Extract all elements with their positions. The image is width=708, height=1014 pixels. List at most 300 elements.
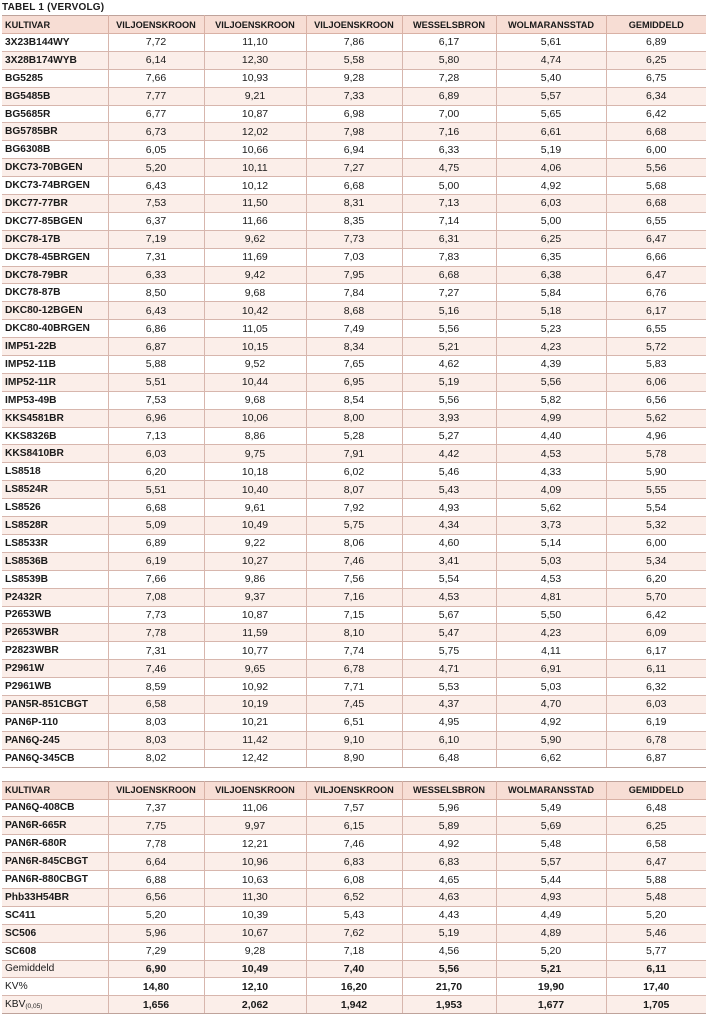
value-cell: 6,37 [108, 212, 204, 230]
value-cell: 5,80 [402, 51, 496, 69]
value-cell: 4,92 [402, 835, 496, 853]
table-row [2, 534, 706, 552]
value-cell: 5,14 [496, 534, 606, 552]
value-cell: 5,48 [606, 888, 706, 906]
table-row [2, 888, 706, 906]
value-cell: 7,27 [306, 159, 402, 177]
value-cell: 5,61 [496, 34, 606, 52]
value-cell: 5,47 [402, 624, 496, 642]
table-row [2, 942, 706, 960]
value-cell: 10,44 [204, 373, 306, 391]
cultivar-cell: DKC80-40BRGEN [2, 320, 108, 338]
column-header: WESSELSBRON [402, 16, 496, 34]
value-cell: 4,92 [496, 177, 606, 195]
column-header: VILJOENSKROON [108, 16, 204, 34]
value-cell: 8,03 [108, 731, 204, 749]
value-cell: 6,09 [606, 624, 706, 642]
value-cell: 6,58 [108, 695, 204, 713]
value-cell: 6,10 [402, 731, 496, 749]
value-cell: 5,27 [402, 427, 496, 445]
value-cell: 6,87 [108, 338, 204, 356]
value-cell: 10,63 [204, 871, 306, 889]
value-cell: 7,92 [306, 499, 402, 517]
value-cell: 5,00 [402, 177, 496, 195]
value-cell: 6,52 [306, 888, 402, 906]
value-cell: 7,29 [108, 942, 204, 960]
table-row [2, 284, 706, 302]
value-cell: 10,67 [204, 924, 306, 942]
value-cell: 4,33 [496, 463, 606, 481]
value-cell: 7,71 [306, 678, 402, 696]
value-cell: 1,953 [402, 996, 496, 1014]
table-row [2, 105, 706, 123]
value-cell: 6,56 [606, 391, 706, 409]
table-row [2, 373, 706, 391]
value-cell: 6,91 [496, 660, 606, 678]
value-cell: 9,42 [204, 266, 306, 284]
value-cell: 6,89 [606, 34, 706, 52]
value-cell: 12,10 [204, 978, 306, 996]
column-header: GEMIDDELD [606, 16, 706, 34]
value-cell: 5,54 [402, 570, 496, 588]
value-cell: 5,51 [108, 373, 204, 391]
value-cell: 6,42 [606, 105, 706, 123]
value-cell: 4,37 [402, 695, 496, 713]
value-cell: 19,90 [496, 978, 606, 996]
cultivar-cell: LS8533R [2, 534, 108, 552]
value-cell: 6,02 [306, 463, 402, 481]
value-cell: 5,44 [496, 871, 606, 889]
table-row [2, 906, 706, 924]
value-cell: 5,70 [606, 588, 706, 606]
column-header: WOLMARANSSTAD [496, 781, 606, 799]
value-cell: 6,77 [108, 105, 204, 123]
table-row [2, 499, 706, 517]
table-row [2, 409, 706, 427]
summary-label-cell: KV% [2, 978, 108, 996]
value-cell: 6,25 [606, 51, 706, 69]
value-cell: 5,56 [606, 159, 706, 177]
table-row [2, 159, 706, 177]
cultivar-cell: BG5785BR [2, 123, 108, 141]
value-cell: 4,92 [496, 713, 606, 731]
value-cell: 7,31 [108, 642, 204, 660]
value-cell: 10,49 [204, 517, 306, 535]
value-cell: 7,46 [108, 660, 204, 678]
value-cell: 9,61 [204, 499, 306, 517]
value-cell: 7,33 [306, 87, 402, 105]
value-cell: 6,31 [402, 230, 496, 248]
value-cell: 4,75 [402, 159, 496, 177]
column-header: VILJOENSKROON [306, 781, 402, 799]
column-header: VILJOENSKROON [306, 16, 402, 34]
column-header: KULTIVAR [2, 16, 108, 34]
value-cell: 8,10 [306, 624, 402, 642]
value-cell: 6,47 [606, 853, 706, 871]
value-cell: 5,09 [108, 517, 204, 535]
cultivar-cell: KKS8326B [2, 427, 108, 445]
value-cell: 6,55 [606, 320, 706, 338]
value-cell: 1,942 [306, 996, 402, 1014]
value-cell: 9,62 [204, 230, 306, 248]
value-cell: 6,76 [606, 284, 706, 302]
value-cell: 8,86 [204, 427, 306, 445]
value-cell: 6,89 [402, 87, 496, 105]
table-row [2, 588, 706, 606]
value-cell: 10,19 [204, 695, 306, 713]
value-cell: 5,21 [402, 338, 496, 356]
cultivar-cell: P2961WB [2, 678, 108, 696]
value-cell: 10,87 [204, 105, 306, 123]
cultivar-cell: PAN6R-845CBGT [2, 853, 108, 871]
value-cell: 5,90 [606, 463, 706, 481]
value-cell: 7,78 [108, 835, 204, 853]
value-cell: 9,97 [204, 817, 306, 835]
value-cell: 4,74 [496, 51, 606, 69]
value-cell: 6,33 [402, 141, 496, 159]
value-cell: 6,88 [108, 871, 204, 889]
value-cell: 4,53 [402, 588, 496, 606]
value-cell: 10,27 [204, 552, 306, 570]
value-cell: 7,77 [108, 87, 204, 105]
value-cell: 5,03 [496, 552, 606, 570]
value-cell: 1,705 [606, 996, 706, 1014]
value-cell: 4,70 [496, 695, 606, 713]
value-cell: 11,05 [204, 320, 306, 338]
table-row [2, 660, 706, 678]
value-cell: 7,53 [108, 195, 204, 213]
value-cell: 7,66 [108, 69, 204, 87]
value-cell: 5,20 [108, 159, 204, 177]
table-row [2, 853, 706, 871]
value-cell: 8,00 [306, 409, 402, 427]
summary-row [2, 978, 706, 996]
value-cell: 6,35 [496, 248, 606, 266]
value-cell: 2,062 [204, 996, 306, 1014]
value-cell: 10,77 [204, 642, 306, 660]
table-row [2, 177, 706, 195]
cultivar-cell: DKC80-12BGEN [2, 302, 108, 320]
cultivar-cell: DKC78-45BRGEN [2, 248, 108, 266]
value-cell: 11,06 [204, 799, 306, 817]
column-header: WESSELSBRON [402, 781, 496, 799]
column-header: VILJOENSKROON [204, 16, 306, 34]
value-cell: 11,59 [204, 624, 306, 642]
value-cell: 12,02 [204, 123, 306, 141]
value-cell: 9,68 [204, 284, 306, 302]
value-cell: 4,06 [496, 159, 606, 177]
cultivar-cell: DKC78-79BR [2, 266, 108, 284]
cultivar-cell: P2432R [2, 588, 108, 606]
cultivar-cell: DKC77-85BGEN [2, 212, 108, 230]
column-header: GEMIDDELD [606, 781, 706, 799]
cultivar-cell: Phb33H54BR [2, 888, 108, 906]
value-cell: 8,07 [306, 481, 402, 499]
table-row [2, 624, 706, 642]
value-cell: 6,00 [606, 141, 706, 159]
table-row [2, 924, 706, 942]
value-cell: 5,89 [402, 817, 496, 835]
table-row [2, 799, 706, 817]
value-cell: 6,17 [402, 34, 496, 52]
value-cell: 6,73 [108, 123, 204, 141]
value-cell: 5,18 [496, 302, 606, 320]
value-cell: 17,40 [606, 978, 706, 996]
cultivar-cell: P2653WBR [2, 624, 108, 642]
value-cell: 5,20 [606, 906, 706, 924]
value-cell: 6,11 [606, 660, 706, 678]
value-cell: 6,58 [606, 835, 706, 853]
value-cell: 6,62 [496, 749, 606, 767]
value-cell: 6,86 [108, 320, 204, 338]
cultivar-cell: DKC78-87B [2, 284, 108, 302]
value-cell: 7,40 [306, 960, 402, 978]
value-cell: 6,95 [306, 373, 402, 391]
kbv-label: KBV [5, 999, 26, 1011]
table-row [2, 871, 706, 889]
kbv-label-cell [2, 996, 108, 1014]
value-cell: 4,60 [402, 534, 496, 552]
value-cell: 5,77 [606, 942, 706, 960]
value-cell: 6,08 [306, 871, 402, 889]
value-cell: 5,69 [496, 817, 606, 835]
table-row [2, 338, 706, 356]
cultivar-cell: KKS4581BR [2, 409, 108, 427]
table-row [2, 695, 706, 713]
table-row [2, 51, 706, 69]
cultivar-cell: DKC73-74BRGEN [2, 177, 108, 195]
value-cell: 7,75 [108, 817, 204, 835]
value-cell: 7,73 [108, 606, 204, 624]
value-cell: 5,50 [496, 606, 606, 624]
value-cell: 6,64 [108, 853, 204, 871]
value-cell: 11,66 [204, 212, 306, 230]
value-cell: 10,92 [204, 678, 306, 696]
value-cell: 6,51 [306, 713, 402, 731]
value-cell: 5,75 [306, 517, 402, 535]
value-cell: 7,72 [108, 34, 204, 52]
value-cell: 1,656 [108, 996, 204, 1014]
value-cell: 5,62 [606, 409, 706, 427]
value-cell: 6,43 [108, 177, 204, 195]
cultivar-cell: PAN6P-110 [2, 713, 108, 731]
value-cell: 7,27 [402, 284, 496, 302]
value-cell: 4,62 [402, 356, 496, 374]
cultivar-cell: PAN6Q-408CB [2, 799, 108, 817]
cultivar-cell: P2961W [2, 660, 108, 678]
table-row [2, 678, 706, 696]
table-row [2, 87, 706, 105]
value-cell: 4,89 [496, 924, 606, 942]
summary-row [2, 960, 706, 978]
value-cell: 6,33 [108, 266, 204, 284]
value-cell: 6,32 [606, 678, 706, 696]
value-cell: 5,57 [496, 87, 606, 105]
value-cell: 8,54 [306, 391, 402, 409]
value-cell: 5,96 [108, 924, 204, 942]
value-cell: 6,20 [108, 463, 204, 481]
table-row [2, 731, 706, 749]
cultivar-cell: BG6308B [2, 141, 108, 159]
value-cell: 12,21 [204, 835, 306, 853]
value-cell: 4,49 [496, 906, 606, 924]
value-cell: 6,05 [108, 141, 204, 159]
value-cell: 8,50 [108, 284, 204, 302]
value-cell: 5,62 [496, 499, 606, 517]
value-cell: 8,34 [306, 338, 402, 356]
cultivar-cell: LS8518 [2, 463, 108, 481]
value-cell: 10,42 [204, 302, 306, 320]
cultivar-cell: IMP51-22B [2, 338, 108, 356]
column-header: WOLMARANSSTAD [496, 16, 606, 34]
cultivar-cell: SC608 [2, 942, 108, 960]
table-row [2, 195, 706, 213]
value-cell: 6,78 [606, 731, 706, 749]
value-cell: 6,47 [606, 230, 706, 248]
value-cell: 5,55 [606, 481, 706, 499]
value-cell: 9,37 [204, 588, 306, 606]
value-cell: 8,68 [306, 302, 402, 320]
value-cell: 5,49 [496, 799, 606, 817]
cultivar-cell: LS8536B [2, 552, 108, 570]
value-cell: 5,78 [606, 445, 706, 463]
value-cell: 5,48 [496, 835, 606, 853]
value-cell: 4,93 [402, 499, 496, 517]
table-caption: TABEL 1 (VERVOLG) [2, 2, 105, 13]
value-cell: 6,68 [402, 266, 496, 284]
value-cell: 5,46 [606, 924, 706, 942]
value-cell: 5,34 [606, 552, 706, 570]
value-cell: 10,66 [204, 141, 306, 159]
value-cell: 7,03 [306, 248, 402, 266]
value-cell: 5,58 [306, 51, 402, 69]
table-row [2, 123, 706, 141]
value-cell: 6,66 [606, 248, 706, 266]
value-cell: 7,49 [306, 320, 402, 338]
value-cell: 7,19 [108, 230, 204, 248]
value-cell: 16,20 [306, 978, 402, 996]
cultivar-cell: PAN6R-880CBGT [2, 871, 108, 889]
table-row [2, 34, 706, 52]
value-cell: 5,21 [496, 960, 606, 978]
value-cell: 8,31 [306, 195, 402, 213]
value-cell: 5,57 [496, 853, 606, 871]
value-cell: 6,20 [606, 570, 706, 588]
value-cell: 4,39 [496, 356, 606, 374]
value-cell: 5,67 [402, 606, 496, 624]
value-cell: 4,53 [496, 570, 606, 588]
value-cell: 4,93 [496, 888, 606, 906]
value-cell: 5,19 [496, 141, 606, 159]
value-cell: 6,90 [108, 960, 204, 978]
value-cell: 7,37 [108, 799, 204, 817]
value-cell: 8,35 [306, 212, 402, 230]
cultivar-cell: LS8526 [2, 499, 108, 517]
value-cell: 5,82 [496, 391, 606, 409]
value-cell: 7,31 [108, 248, 204, 266]
value-cell: 4,42 [402, 445, 496, 463]
table-row [2, 302, 706, 320]
value-cell: 5,96 [402, 799, 496, 817]
value-cell: 5,00 [496, 212, 606, 230]
cultivar-cell: 3X28B174WYB [2, 51, 108, 69]
value-cell: 6,03 [606, 695, 706, 713]
value-cell: 7,15 [306, 606, 402, 624]
value-cell: 5,16 [402, 302, 496, 320]
table-row [2, 266, 706, 284]
table-row [2, 248, 706, 266]
header-row [2, 16, 706, 34]
value-cell: 6,48 [402, 749, 496, 767]
cultivar-cell: DKC78-17B [2, 230, 108, 248]
value-cell: 8,03 [108, 713, 204, 731]
cultivar-cell: IMP52-11B [2, 356, 108, 374]
value-cell: 5,88 [606, 871, 706, 889]
value-cell: 9,22 [204, 534, 306, 552]
value-cell: 3,73 [496, 517, 606, 535]
value-cell: 4,95 [402, 713, 496, 731]
value-cell: 6,34 [606, 87, 706, 105]
value-cell: 5,88 [108, 356, 204, 374]
value-cell: 6,68 [606, 195, 706, 213]
cultivar-cell: IMP52-11R [2, 373, 108, 391]
cultivar-cell: SC506 [2, 924, 108, 942]
cultivar-cell: IMP53-49B [2, 391, 108, 409]
cultivar-cell: DKC77-77BR [2, 195, 108, 213]
value-cell: 7,83 [402, 248, 496, 266]
value-cell: 9,28 [204, 942, 306, 960]
value-cell: 10,21 [204, 713, 306, 731]
value-cell: 11,69 [204, 248, 306, 266]
value-cell: 21,70 [402, 978, 496, 996]
table-row [2, 320, 706, 338]
table-row [2, 570, 706, 588]
value-cell: 5,90 [496, 731, 606, 749]
value-cell: 6,25 [606, 817, 706, 835]
value-cell: 7,08 [108, 588, 204, 606]
value-cell: 9,28 [306, 69, 402, 87]
table-row [2, 69, 706, 87]
table-row [2, 212, 706, 230]
results-table-1 [2, 15, 706, 768]
value-cell: 10,93 [204, 69, 306, 87]
results-table-2 [2, 781, 706, 1014]
value-cell: 5,43 [306, 906, 402, 924]
value-cell: 10,12 [204, 177, 306, 195]
table-row [2, 606, 706, 624]
value-cell: 4,09 [496, 481, 606, 499]
table-row [2, 835, 706, 853]
value-cell: 10,49 [204, 960, 306, 978]
value-cell: 6,38 [496, 266, 606, 284]
value-cell: 7,13 [108, 427, 204, 445]
cultivar-cell: DKC73-70BGEN [2, 159, 108, 177]
value-cell: 6,43 [108, 302, 204, 320]
value-cell: 7,86 [306, 34, 402, 52]
value-cell: 7,84 [306, 284, 402, 302]
value-cell: 7,16 [306, 588, 402, 606]
value-cell: 4,40 [496, 427, 606, 445]
value-cell: 11,50 [204, 195, 306, 213]
value-cell: 6,68 [108, 499, 204, 517]
table-row [2, 427, 706, 445]
value-cell: 5,72 [606, 338, 706, 356]
value-cell: 7,00 [402, 105, 496, 123]
table-row [2, 713, 706, 731]
table-row [2, 749, 706, 767]
table-row [2, 230, 706, 248]
value-cell: 9,86 [204, 570, 306, 588]
